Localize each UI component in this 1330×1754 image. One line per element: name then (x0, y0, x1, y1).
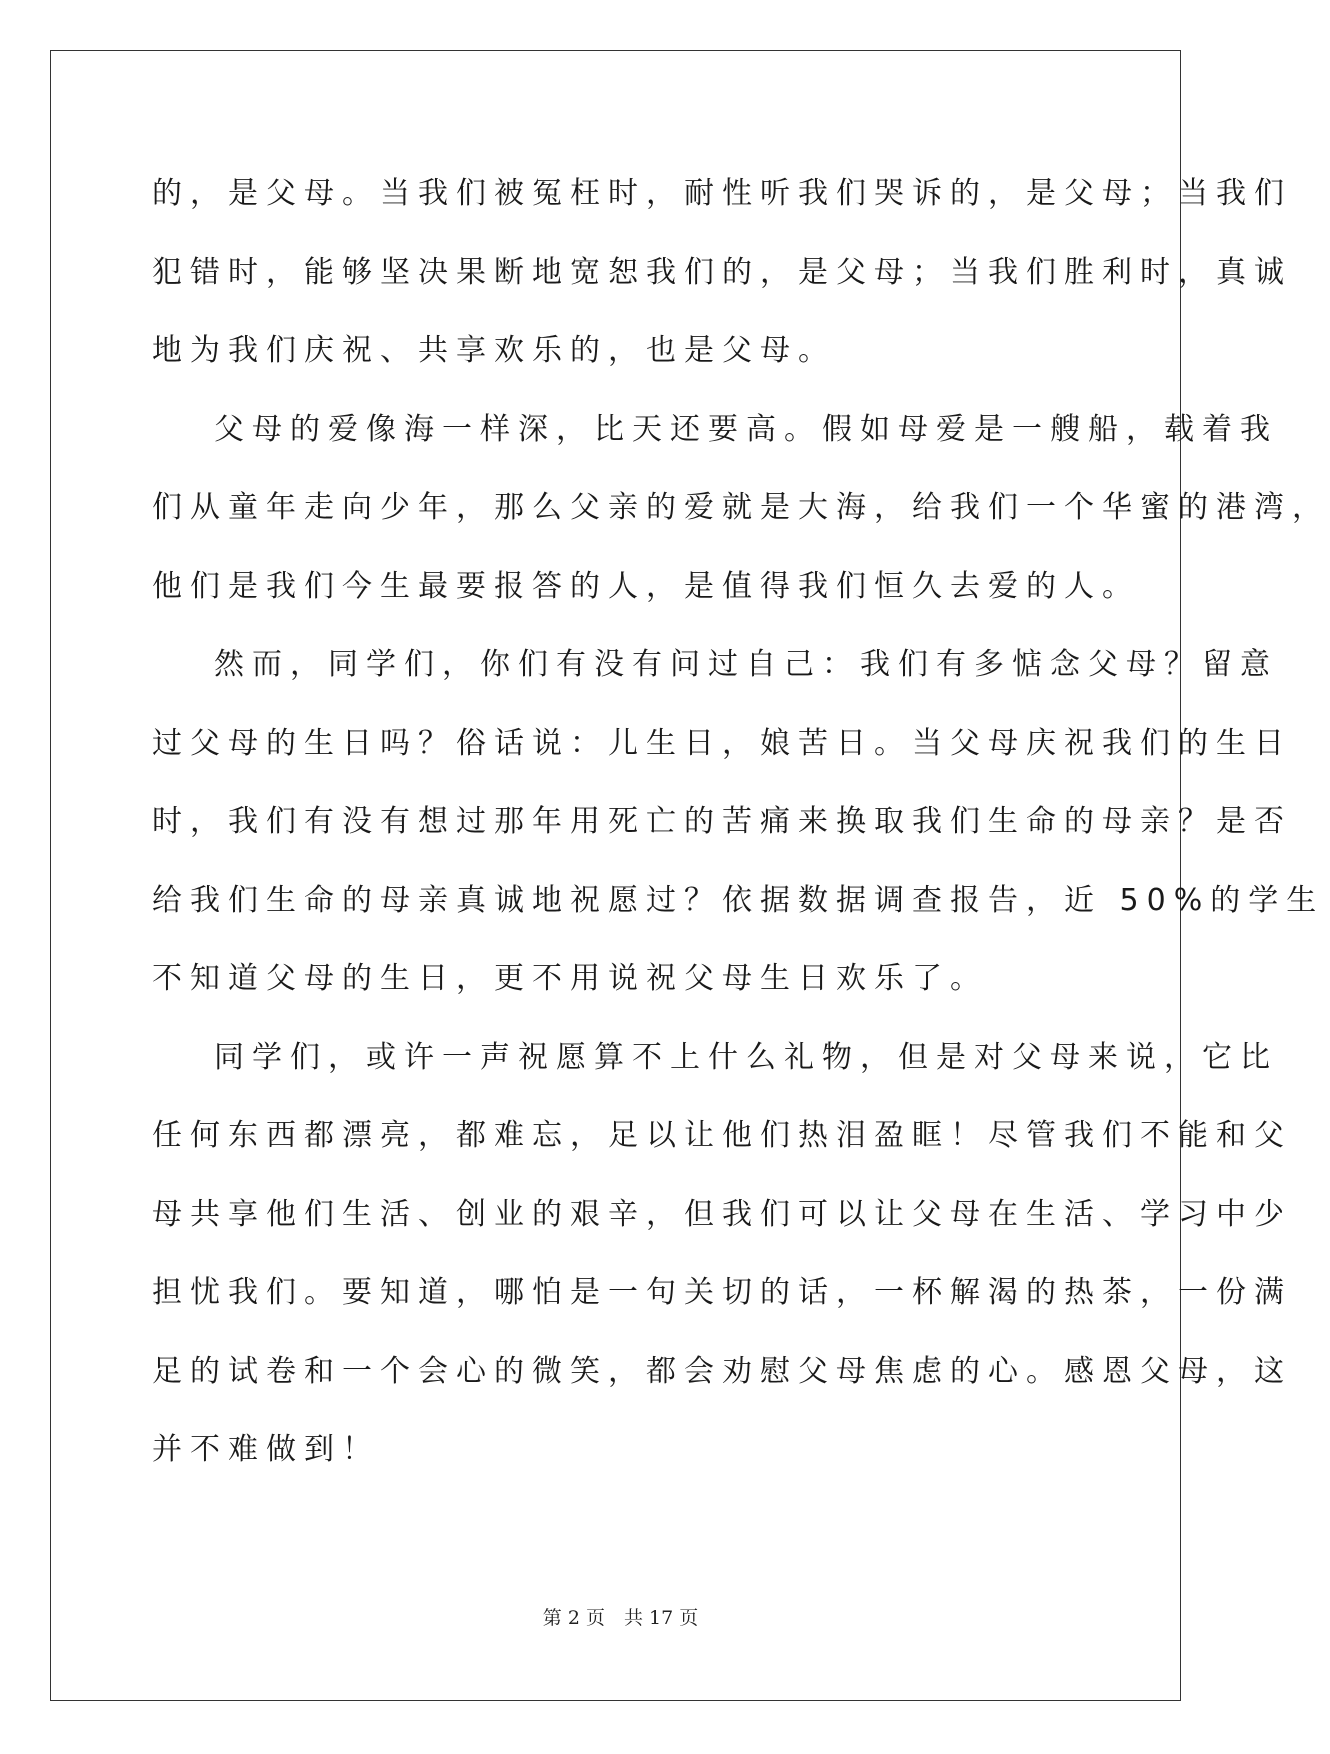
text-line: 不知道父母的生日，更不用说祝父母生日欢乐了。 (152, 961, 988, 996)
text-line: 犯错时，能够坚决果断地宽恕我们的，是父母；当我们胜利时，真诚 (152, 254, 1292, 290)
text-line: 并不难做到！ (152, 1432, 380, 1467)
text-line: 足的试卷和一个会心的微笑，都会劝慰父母焦虑的心。感恩父母，这 (152, 1353, 1292, 1389)
document-body (152, 155, 1330, 1490)
text-line: 给我们生命的母亲真诚地祝愿过？依据数据调查报告，近 50%的学生 (152, 882, 1325, 918)
paragraph-first-line: 然而，同学们，你们有没有问过自己：我们有多惦念父母？留意 (214, 647, 1278, 682)
page-number-footer: 第 2 页 共 17 页 (542, 1607, 699, 1629)
text-line: 任何东西都漂亮，都难忘，足以让他们热泪盈眶！尽管我们不能和父 (152, 1118, 1292, 1153)
text-line: 担忧我们。要知道，哪怕是一句关切的话，一杯解渴的热茶，一份满 (152, 1275, 1292, 1310)
text-line: 地为我们庆祝、共享欢乐的，也是父母。 (152, 333, 836, 368)
text-line: 们从童年走向少年，那么父亲的爱就是大海，给我们一个华蜜的港湾， (152, 490, 1330, 525)
text-line: 时，我们有没有想过那年用死亡的苦痛来换取我们生命的母亲？是否 (152, 804, 1292, 839)
paragraph-first-line: 同学们，或许一声祝愿算不上什么礼物，但是对父母来说，它比 (214, 1039, 1278, 1075)
text-line: 他们是我们今生最要报答的人，是值得我们恒久去爱的人。 (152, 568, 1140, 604)
text-line: 母共享他们生活、创业的艰辛，但我们可以让父母在生活、学习中少 (152, 1196, 1292, 1232)
paragraph-first-line: 父母的爱像海一样深，比天还要高。假如母爱是一艘船，载着我 (214, 411, 1278, 447)
text-line: 过父母的生日吗？俗话说：儿生日，娘苦日。当父母庆祝我们的生日 (152, 725, 1292, 761)
text-line: 的，是父母。当我们被冤枉时，耐性听我们哭诉的，是父母；当我们 (152, 176, 1292, 211)
